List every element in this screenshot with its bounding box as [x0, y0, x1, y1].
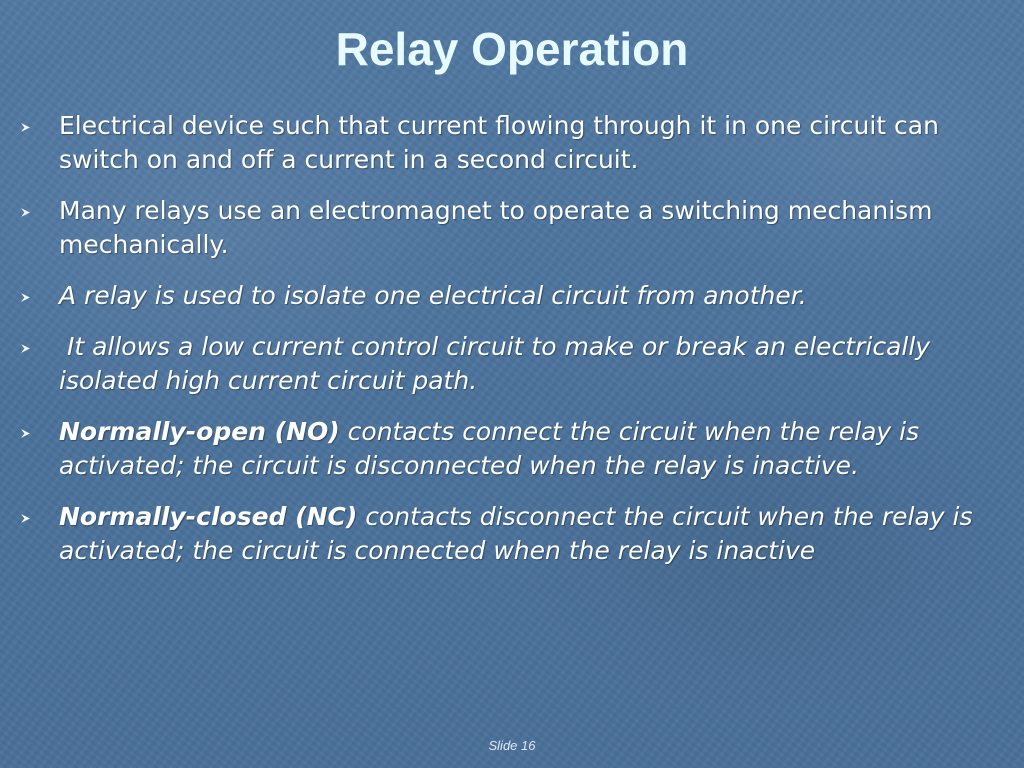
- bullet-item: [18, 500, 993, 568]
- bullet-term: Normally-open (NO): [59, 417, 340, 446]
- bullet-item: [18, 279, 993, 313]
- bullet-item: [18, 415, 993, 483]
- bullet-item: [18, 109, 993, 177]
- bullet-text: contacts connect the circuit when the relay is activated; the circuit is disconnected when the relay is inactive.: [59, 417, 920, 480]
- bullet-list: [18, 109, 993, 585]
- bullet-text: Many relays use an electromagnet to operate a switching mechanism mechanically.: [59, 196, 933, 259]
- slide-title: Relay Operation: [335, 23, 689, 75]
- bullet-term: Normally-closed (NC): [59, 502, 358, 531]
- chevron-right-icon: [20, 207, 31, 218]
- bullet-item: [18, 194, 993, 262]
- bullet-text: contacts disconnect the circuit when the relay is activated; the circuit is connected when the relay is inactive: [59, 502, 973, 565]
- chevron-right-icon: [20, 513, 31, 524]
- slide-number: Slide 16: [488, 738, 536, 753]
- bullet-text: Electrical device such that current flowing through it in one circuit can switch on and off a current in a second circuit.: [59, 111, 939, 174]
- chevron-right-icon: [20, 428, 31, 439]
- chevron-right-icon: [20, 122, 31, 133]
- chevron-right-icon: [20, 343, 31, 354]
- chevron-right-icon: [20, 292, 31, 303]
- bullet-text: It allows a low current control circuit to make or break an electrically isolated high current circuit path.: [59, 332, 939, 395]
- bullet-text: A relay is used to isolate one electrical circuit from another.: [59, 281, 807, 310]
- bullet-item: [18, 330, 993, 398]
